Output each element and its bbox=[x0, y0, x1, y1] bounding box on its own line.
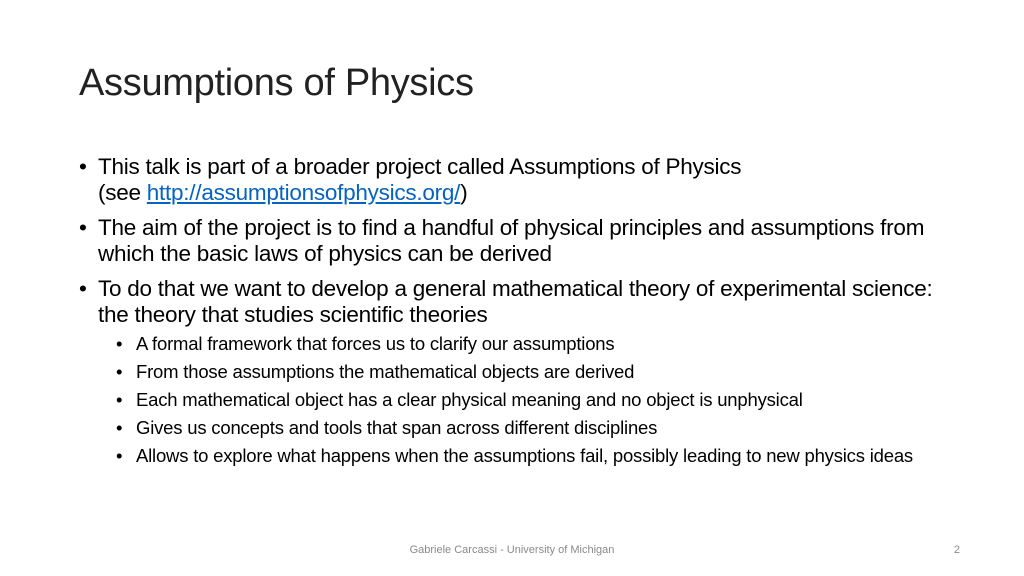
sub-bullet-icon: • bbox=[116, 389, 123, 410]
slide-footer: Gabriele Carcassi - University of Michigan bbox=[409, 544, 615, 556]
sub-bullet-item bbox=[98, 417, 959, 439]
bullet-text-prefix: (see bbox=[98, 180, 147, 205]
slide-title: Assumptions of Physics bbox=[79, 62, 474, 104]
bullet-text: This talk is part of a broader project called Assumptions of Physics bbox=[98, 154, 742, 179]
sub-bullet-icon: • bbox=[116, 361, 123, 382]
sub-bullet-item bbox=[98, 445, 959, 467]
bullet-text: To do that we want to develop a general mathematical theory of experimental science: the theory that studies scientific theories bbox=[98, 276, 933, 327]
bullet-icon: • bbox=[79, 154, 87, 179]
sub-bullet-item bbox=[98, 389, 959, 411]
sub-bullet-icon: • bbox=[116, 417, 123, 438]
project-link[interactable]: http://assumptionsofphysics.org/ bbox=[146, 180, 461, 205]
sub-bullet-item bbox=[98, 361, 959, 383]
page-number: 2 bbox=[953, 544, 960, 556]
sub-bullet-text: A formal framework that forces us to clarify our assumptions bbox=[136, 333, 615, 354]
sub-bullet-text: From those assumptions the mathematical objects are derived bbox=[136, 361, 635, 382]
bullet-icon: • bbox=[79, 276, 87, 301]
bullet-icon: • bbox=[79, 215, 87, 240]
bullet-text: The aim of the project is to find a handful of physical principles and assumptions from which the basic laws of physics can be derived bbox=[98, 215, 925, 266]
bullet-text-line2 bbox=[98, 180, 959, 206]
sub-bullet-icon: • bbox=[116, 445, 123, 466]
sub-bullet-item bbox=[98, 333, 959, 355]
slide-content bbox=[79, 154, 959, 473]
bullet-text-suffix: ) bbox=[460, 180, 468, 205]
sub-bullet-icon: • bbox=[116, 333, 123, 354]
sub-bullet-text: Allows to explore what happens when the assumptions fail, possibly leading to new physics ideas bbox=[136, 445, 913, 466]
sub-bullet-text: Each mathematical object has a clear physical meaning and no object is unphysical bbox=[136, 389, 803, 410]
bullet-item bbox=[79, 215, 959, 267]
sub-bullet-list bbox=[79, 333, 959, 467]
sub-bullet-text: Gives us concepts and tools that span across different disciplines bbox=[136, 417, 658, 438]
bullet-item bbox=[79, 154, 959, 206]
bullet-item bbox=[79, 276, 959, 328]
